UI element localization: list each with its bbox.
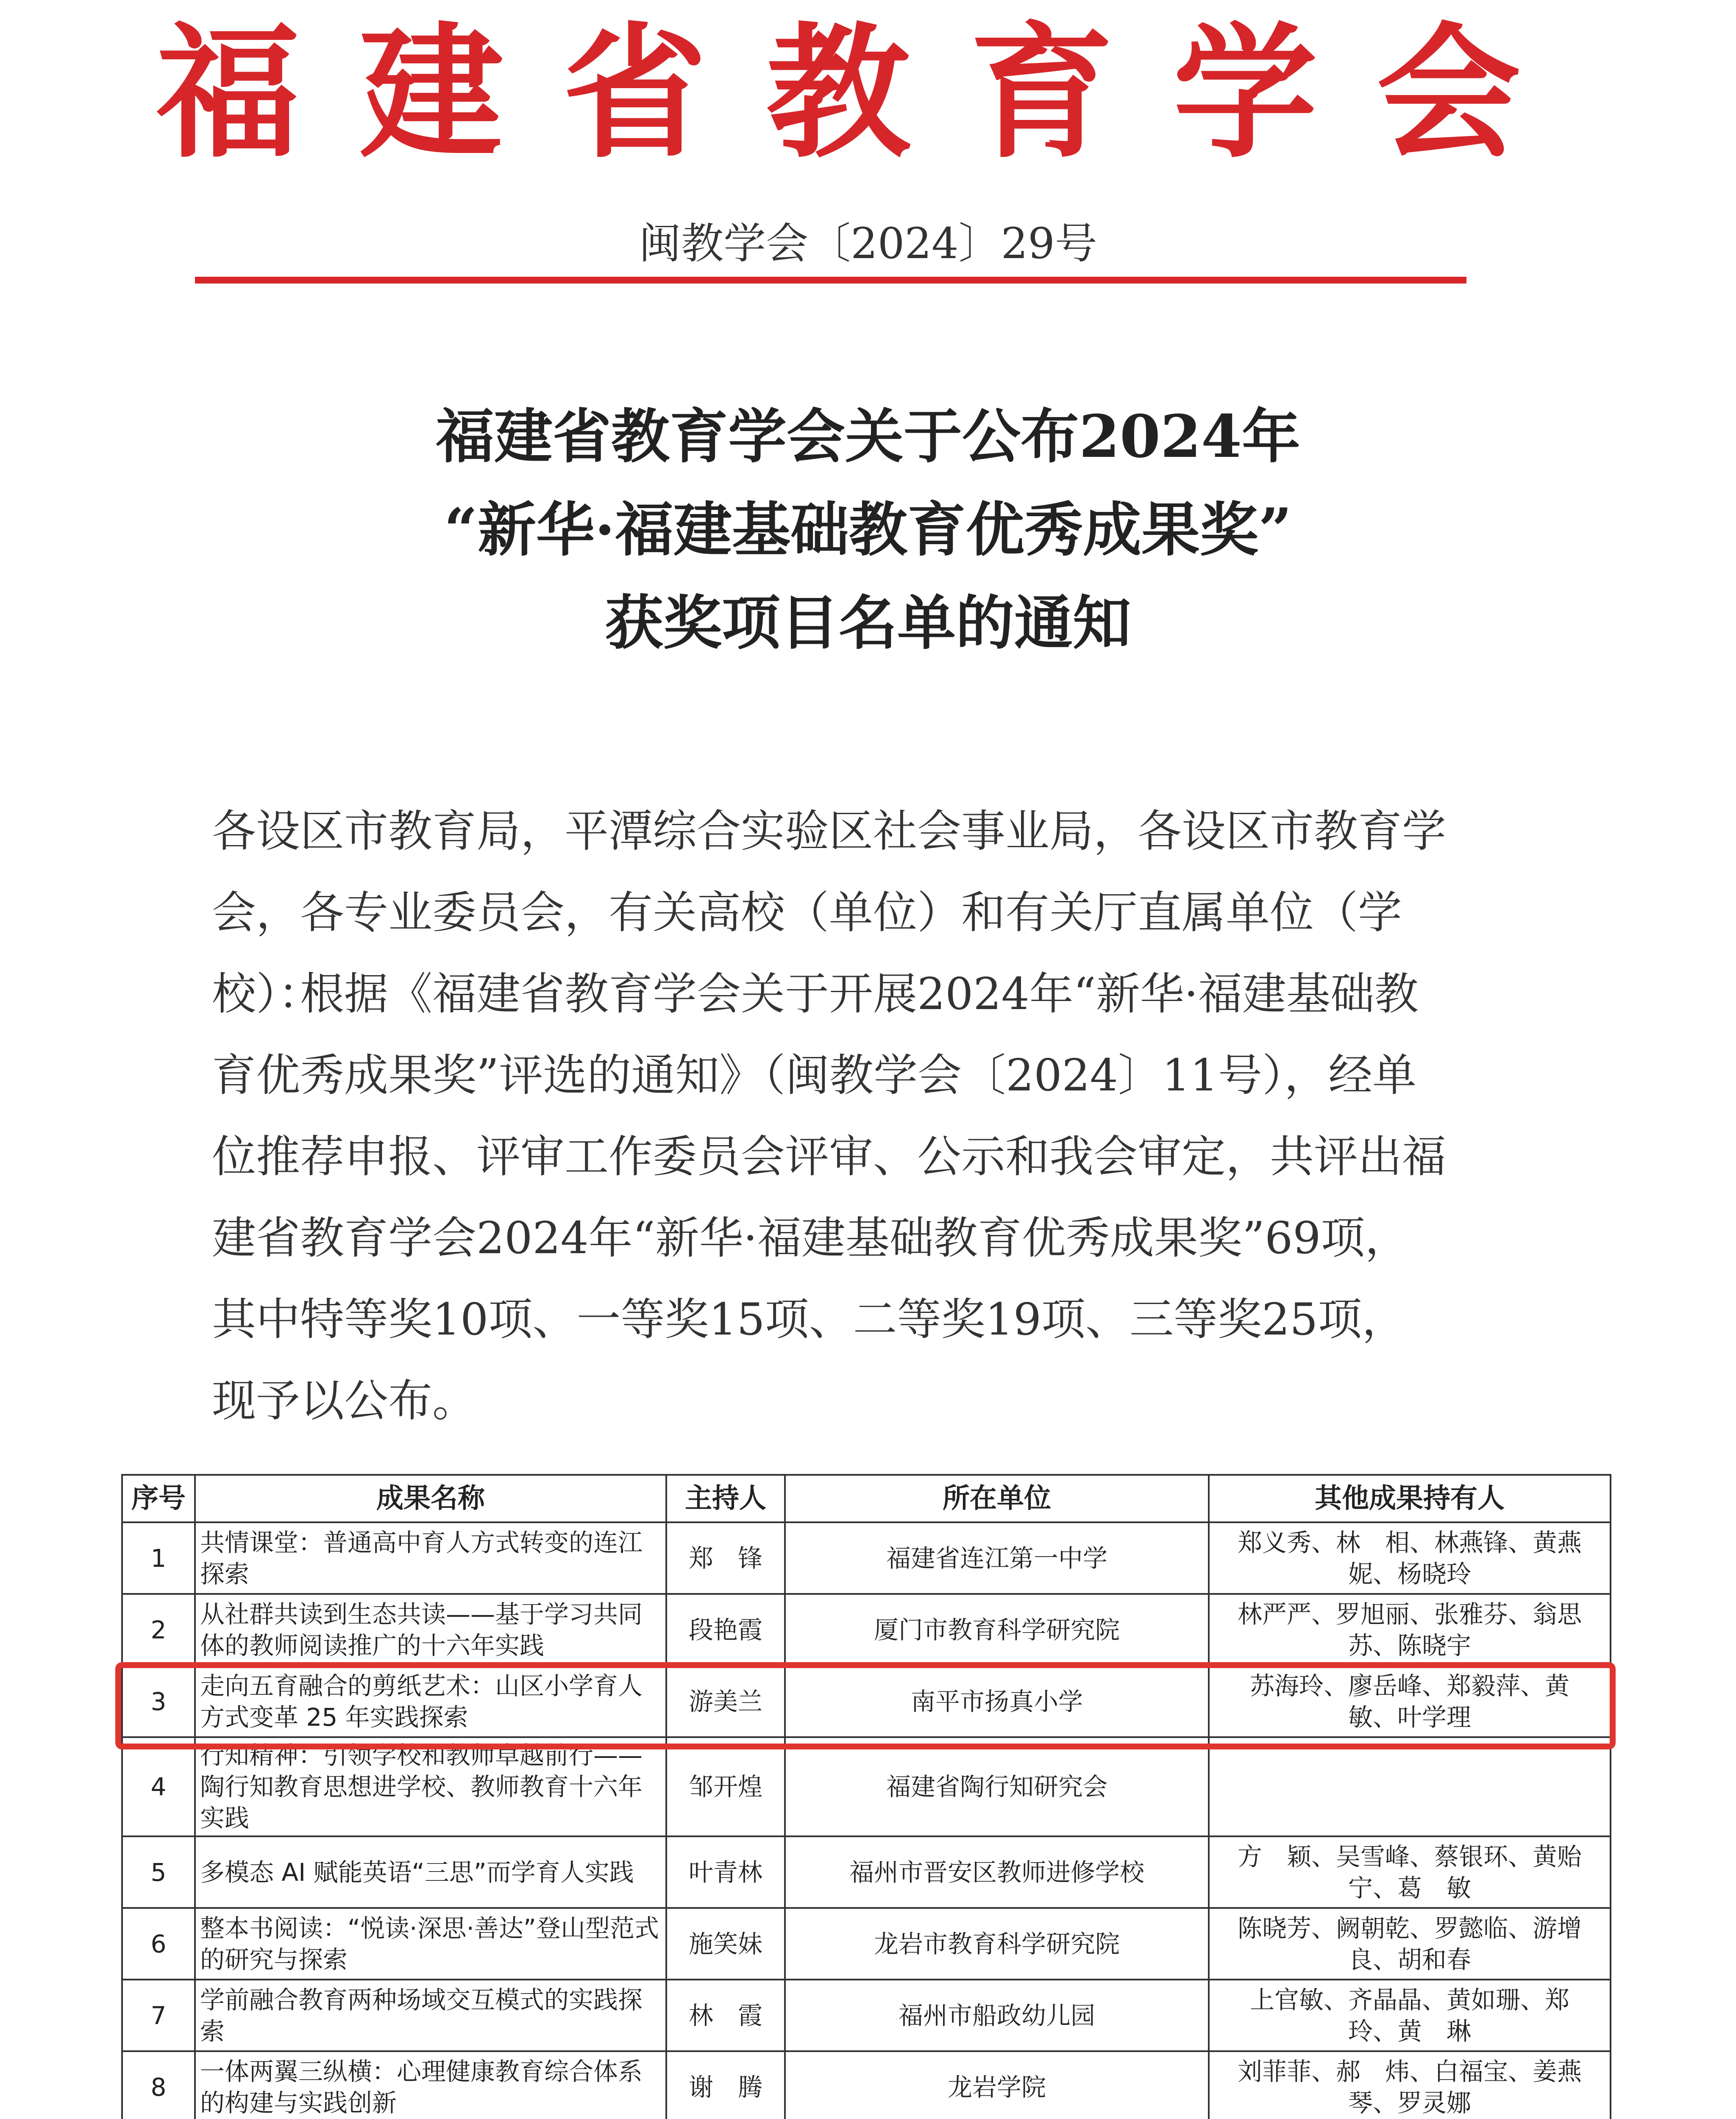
table-row — [122, 1594, 1611, 1666]
cell-no: 1 — [122, 1522, 195, 1594]
cell-others — [1209, 1737, 1611, 1836]
org-masthead: 福建省教育学会 — [156, 8, 1580, 178]
cell-unit: 福建省陶行知研究会 — [785, 1737, 1209, 1836]
cell-no: 6 — [122, 1908, 195, 1980]
cell-no: 3 — [122, 1666, 195, 1737]
cell-host: 段艳霞 — [666, 1594, 785, 1666]
notice-title-line-2: “新华·福建基础教育优秀成果奖” — [444, 495, 1292, 564]
document-number: 闽教学会〔2024〕29号 — [639, 219, 1097, 268]
cell-others: 刘菲菲、郝 炜、白福宝、姜燕琴、罗灵娜 — [1209, 2051, 1611, 2119]
notice-title-line-3: 获奖项目名单的通知 — [604, 588, 1131, 657]
highlight-box — [115, 1662, 1616, 1749]
cell-unit: 福州市船政幼儿园 — [785, 1980, 1209, 2051]
cell-unit: 福建省连江第一中学 — [785, 1522, 1209, 1594]
red-divider-line — [195, 277, 1466, 284]
cell-unit: 厦门市教育科学研究院 — [785, 1594, 1209, 1666]
cell-unit: 龙岩市教育科学研究院 — [785, 1908, 1209, 1980]
cell-host: 邹开煌 — [666, 1737, 785, 1836]
cell-unit: 福州市晋安区教师进修学校 — [785, 1836, 1209, 1908]
cell-host: 施笑妹 — [666, 1908, 785, 1980]
cell-name: 共情课堂：普通高中育人方式转变的连江探索 — [195, 1522, 666, 1594]
cell-others: 上官敏、齐晶晶、黄如珊、郑 玲、黄 琳 — [1209, 1980, 1611, 2051]
table-row — [122, 1737, 1611, 1836]
table-row — [122, 1980, 1611, 2051]
cell-host: 谢 腾 — [666, 2051, 785, 2119]
award-list-table — [121, 1474, 1611, 2119]
table-row — [122, 1522, 1611, 1594]
cell-no: 7 — [122, 1980, 195, 2051]
cell-name: 行知精神：引领学校和教师卓越前行——陶行知教育思想进学校、教师教育十六年实践 — [195, 1737, 666, 1836]
header-no: 序号 — [122, 1475, 195, 1522]
cell-name: 整本书阅读：“悦读·深思·善达”登山型范式的研究与探索 — [195, 1908, 666, 1980]
cell-host: 游美兰 — [666, 1666, 785, 1737]
cell-name: 学前融合教育两种场域交互模式的实践探索 — [195, 1980, 666, 2051]
cell-no: 5 — [122, 1836, 195, 1908]
cell-others: 陈晓芳、阙朝乾、罗懿临、游增良、胡和春 — [1209, 1908, 1611, 1980]
header-name: 成果名称 — [195, 1475, 666, 1522]
cell-unit: 龙岩学院 — [785, 2051, 1209, 2119]
cell-others: 苏海玲、廖岳峰、郑毅萍、黄 敏、叶学理 — [1209, 1666, 1611, 1737]
cell-host: 林 霞 — [666, 1980, 785, 2051]
table-row — [122, 2051, 1611, 2119]
cell-others: 林严严、罗旭丽、张雅芬、翁思苏、陈晓宇 — [1209, 1594, 1611, 1666]
cell-name: 多模态 AI 赋能英语“三思”而学育人实践 — [195, 1836, 666, 1908]
body-paragraph: 根据《福建省教育学会关于开展2024年“新华·福建基础教育优秀成果奖”评选的通知》（闽教学会〔2024〕11号），经单位推荐申报、评审工作委员会评审、公示和我会审定，共评出福建省教育学会2024年“新华·福建基础教育优秀成果奖”69项，其中特等奖10项、一等奖15项、二等奖19项、三等奖25项，现予以公布。 — [212, 968, 1447, 1427]
cell-no: 2 — [122, 1594, 195, 1666]
table-row — [122, 1836, 1611, 1908]
notice-title-line-1: 福建省教育学会关于公布2024年 — [435, 402, 1301, 471]
cell-no: 8 — [122, 2051, 195, 2119]
addressee-paragraph: 各设区市教育局，平潭综合实验区社会事业局，各设区市教育学会，各专业委员会，有关高校（单位）和有关厅直属单位（学校）： — [212, 805, 1447, 1020]
header-unit: 所在单位 — [785, 1475, 1209, 1522]
table-header-row — [122, 1475, 1611, 1522]
cell-name: 一体两翼三纵横：心理健康教育综合体系的构建与实践创新 — [195, 2051, 666, 2119]
cell-name: 走向五育融合的剪纸艺术：山区小学育人方式变革 25 年实践探索 — [195, 1666, 666, 1737]
cell-name: 从社群共读到生态共读——基于学习共同体的教师阅读推广的十六年实践 — [195, 1594, 666, 1666]
cell-no: 4 — [122, 1737, 195, 1836]
cell-others: 方 颖、吴雪峰、蔡银环、黄贻宁、葛 敏 — [1209, 1836, 1611, 1908]
cell-host: 叶青林 — [666, 1836, 785, 1908]
cell-host: 郑 锋 — [666, 1522, 785, 1594]
header-others: 其他成果持有人 — [1209, 1475, 1611, 1522]
header-host: 主持人 — [666, 1475, 785, 1522]
cell-unit: 南平市扬真小学 — [785, 1666, 1209, 1737]
cell-others: 郑义秀、林 相、林燕锋、黄燕妮、杨晓玲 — [1209, 1522, 1611, 1594]
table-row — [122, 1908, 1611, 1980]
